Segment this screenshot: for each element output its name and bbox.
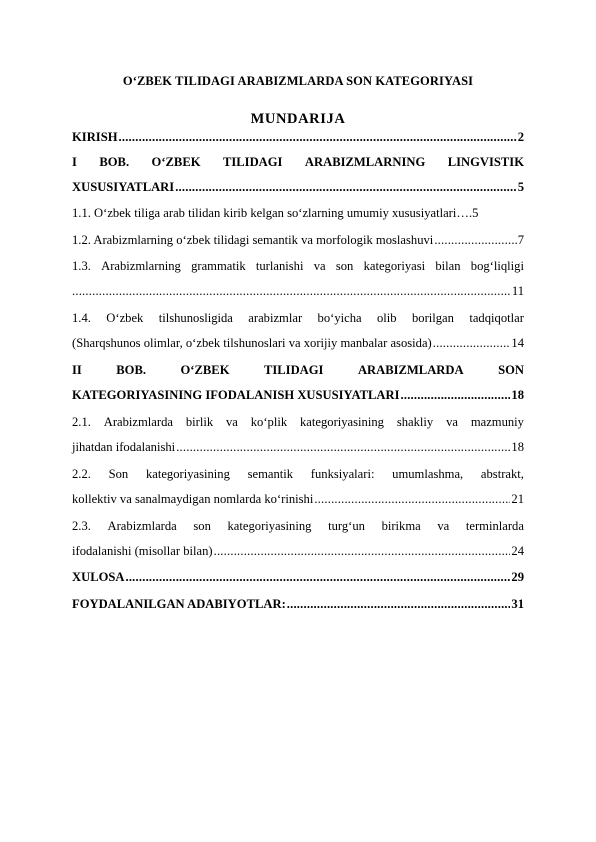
toc-entry-chapter-1[interactable] [72, 153, 524, 197]
toc-entry-line [72, 465, 524, 484]
word: kategoriyasining [300, 415, 384, 429]
toc-entry-text: ifodalanishi (misollar bilan) [72, 544, 213, 558]
word: mazmuniy [470, 415, 524, 429]
word: 1.3. [72, 259, 91, 273]
word: bilan [435, 259, 461, 273]
word: TILIDAGI [222, 155, 283, 169]
word: ARABIZMLARNING [304, 155, 426, 169]
toc-entry-text: FOYDALANILGAN ADABIYOTLAR: [72, 597, 286, 611]
word: bo‘yicha [317, 311, 362, 325]
toc-entry-1-1[interactable] [72, 204, 524, 223]
toc-entry-1-4[interactable] [72, 309, 524, 353]
toc-entry-kirish[interactable] [72, 128, 524, 147]
word: I [72, 155, 77, 169]
word: terminlarda [465, 519, 524, 533]
toc-entry-text: KATEGORIYASINING IFODALANISH XUSUSIYATLARI [72, 388, 400, 402]
toc-entry-line [72, 517, 524, 536]
word: semantik [247, 467, 294, 481]
dot-leader [125, 568, 510, 587]
dot-leader [119, 128, 517, 147]
toc-page-number: 7 [517, 233, 524, 247]
toc-entry-xulosa[interactable] [72, 568, 524, 587]
toc-entry-adabiyotlar[interactable] [72, 595, 524, 614]
word: tadqiqotlar [469, 311, 524, 325]
word: Arabizmlarning [101, 259, 181, 273]
word: LINGVISTIK [447, 155, 524, 169]
toc-entry-text: kollektiv va sanalmaydigan nomlarda ko‘rinishi [72, 492, 314, 506]
word: 2.2. [72, 467, 91, 481]
toc-entry-text: XULOSA [72, 570, 125, 584]
word: son [335, 259, 354, 273]
toc-page-number: 21 [511, 492, 524, 506]
dot-leader [287, 595, 511, 614]
word: birlik [185, 415, 214, 429]
word: birikma [381, 519, 421, 533]
dot-leader [175, 178, 517, 197]
word: ARABIZMLARDA [357, 363, 464, 377]
word: II [72, 363, 82, 377]
toc-page-number: 5 [517, 180, 524, 194]
word: abstrakt, [480, 467, 524, 481]
word: funksiyalari: [310, 467, 375, 481]
dot-leader [401, 386, 511, 405]
toc-page-number: 24 [511, 544, 524, 558]
toc-entry-2-3[interactable] [72, 517, 524, 561]
toc-entry-1-2[interactable] [72, 231, 524, 250]
word: va [446, 415, 458, 429]
word: 2.3. [72, 519, 91, 533]
toc-page-number: 18 [511, 440, 524, 454]
toc-entry-line [72, 361, 524, 380]
toc-entry-text: 1.1. O‘zbek tiliga arab tilidan kirib kelgan so‘zlarning umumiy xususiyatlari [72, 206, 457, 220]
toc-page-number: 18 [511, 388, 524, 402]
word: kategoriyasining [227, 519, 312, 533]
word: arabizmlar [248, 311, 303, 325]
dot-leader [214, 542, 511, 561]
toc-entry-text: (Sharqshunos olimlar, o‘zbek tilshunoslari va xorijiy manbalar asosida) [72, 336, 432, 350]
word: turlanishi [255, 259, 304, 273]
word: ko‘plik [250, 415, 288, 429]
toc-entry-2-2[interactable] [72, 465, 524, 509]
toc-heading: MUNDARIJA [250, 111, 346, 127]
word: shakliy [396, 415, 434, 429]
word: bog‘liqligi [470, 259, 524, 273]
word: Son [108, 467, 129, 481]
word: son [193, 519, 211, 533]
toc-page-number: 31 [511, 597, 524, 611]
dot-leader [314, 490, 510, 509]
toc-page-number: 11 [511, 284, 524, 298]
word: tilshunosligida [158, 311, 233, 325]
word: BOB. [99, 155, 130, 169]
toc-entry-text: XUSUSIYATLARI [72, 180, 175, 194]
toc-entry-text: 1.2. Arabizmlarning o‘zbek tilidagi semantik va morfologik moslashuvi [72, 233, 434, 247]
word: borilgan [411, 311, 454, 325]
dot-leader [176, 438, 510, 457]
word: kategoriyasining [145, 467, 230, 481]
word: O‘ZBEK [151, 155, 201, 169]
word: 2.1. [72, 415, 91, 429]
dot-leader [72, 282, 511, 301]
toc-entry-2-1[interactable] [72, 413, 524, 457]
dot-leader [434, 231, 516, 250]
word: grammatik [191, 259, 246, 273]
leader-ellipsis: …. [456, 206, 473, 220]
word: va [437, 519, 450, 533]
word: kategoriyasi [363, 259, 426, 273]
word: Arabizmlarda [103, 415, 173, 429]
word: olib [376, 311, 397, 325]
toc-page-number: 14 [511, 336, 524, 350]
toc-page-number: 2 [517, 130, 524, 144]
document-title: O‘ZBEK TILIDAGI ARABIZMLARDA SON KATEGORIYASI [122, 74, 474, 88]
toc-page-number: 5 [472, 206, 479, 220]
word: va [226, 415, 238, 429]
word: umumlashma, [392, 467, 464, 481]
toc-page-number: 29 [511, 570, 524, 584]
word: TILIDAGI [263, 363, 324, 377]
toc-entry-line [72, 153, 524, 172]
dot-leader [433, 334, 511, 353]
word: va [313, 259, 326, 273]
toc-entry-chapter-2[interactable] [72, 361, 524, 405]
word: O‘zbek [106, 311, 144, 325]
word: turg‘un [328, 519, 365, 533]
word: 1.4. [72, 311, 91, 325]
toc-entry-text: jihatdan ifodalanishi [72, 440, 176, 454]
toc-entry-1-3[interactable] [72, 257, 524, 301]
word: SON [498, 363, 524, 377]
word: O‘ZBEK [180, 363, 230, 377]
toc-entry-line [72, 413, 524, 432]
toc-entry-line [72, 309, 524, 328]
toc-entry-line [72, 257, 524, 276]
toc-entry-text: KIRISH [72, 130, 118, 144]
word: Arabizmlarda [107, 519, 177, 533]
word: BOB. [116, 363, 147, 377]
